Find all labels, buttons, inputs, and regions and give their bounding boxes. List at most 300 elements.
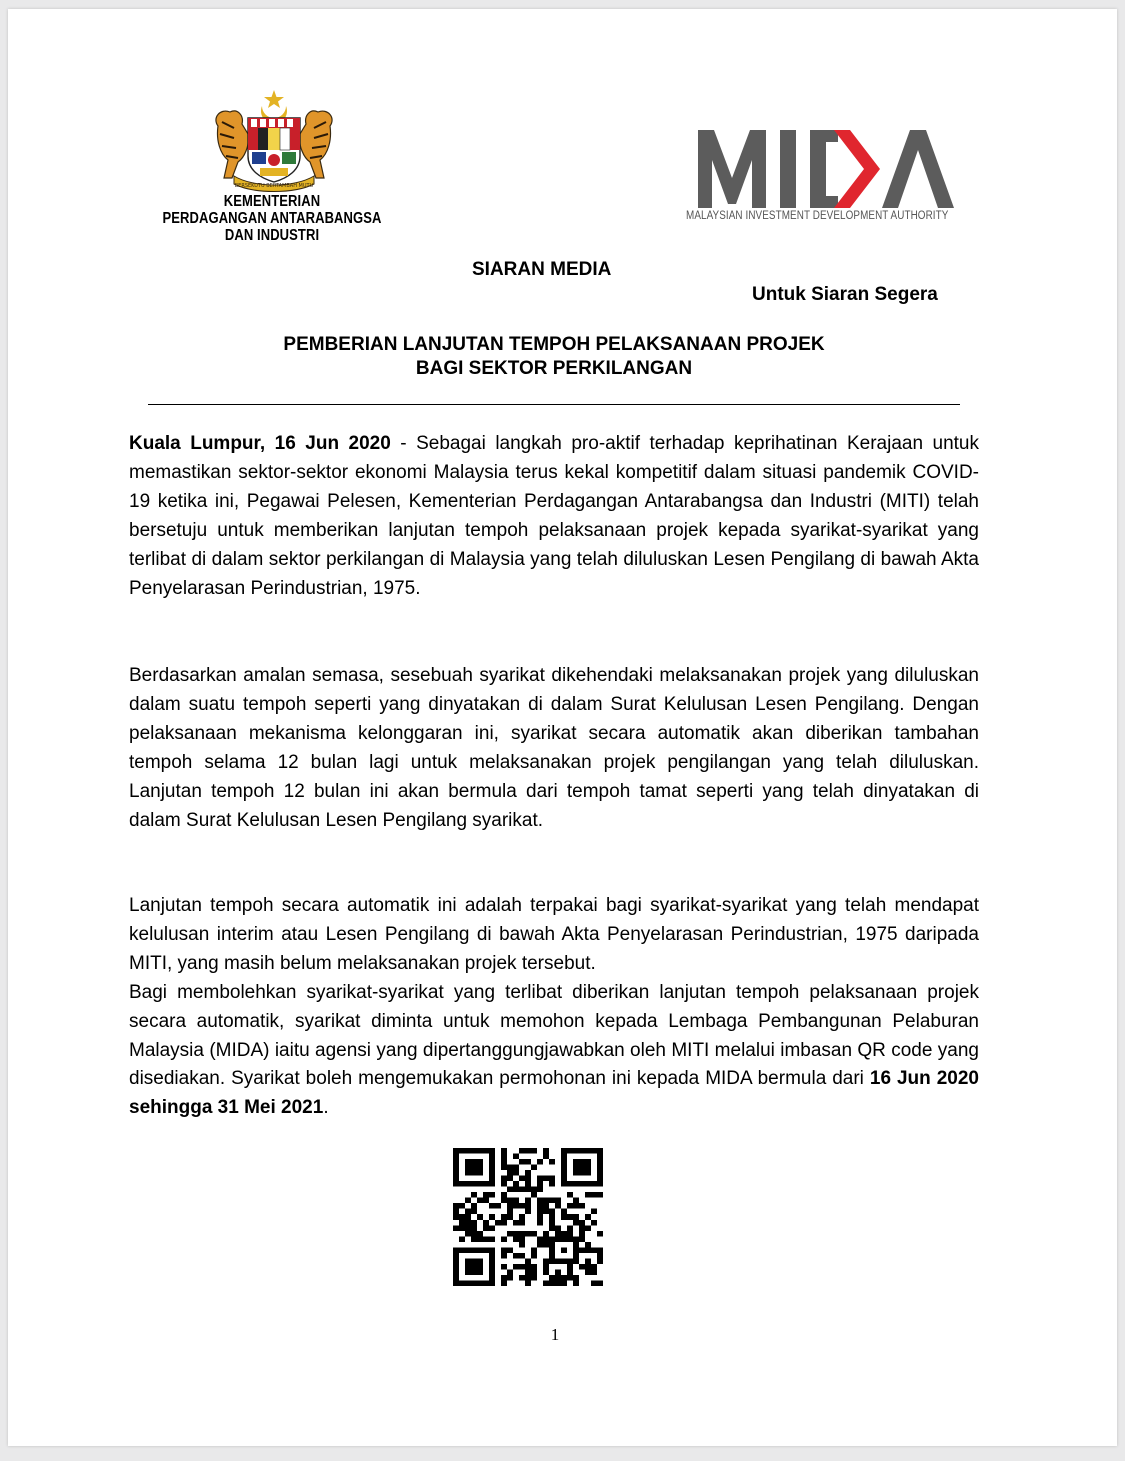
qr-module — [561, 1154, 567, 1160]
qr-module — [585, 1242, 591, 1248]
qr-module — [453, 1203, 459, 1209]
qr-module — [525, 1187, 531, 1193]
qr-module — [489, 1236, 495, 1242]
qr-module — [549, 1198, 555, 1204]
qr-module — [555, 1236, 561, 1242]
qr-module — [531, 1165, 537, 1171]
qr-module — [489, 1165, 495, 1171]
qr-module — [585, 1269, 591, 1275]
qr-module — [537, 1159, 543, 1165]
qr-module — [471, 1247, 477, 1253]
qr-module — [561, 1170, 567, 1176]
qr-module — [561, 1176, 567, 1182]
qr-module — [453, 1209, 459, 1215]
qr-module — [477, 1148, 483, 1154]
qr-module — [561, 1258, 567, 1264]
title-line-1: PEMBERIAN LANJUTAN TEMPOH PELAKSANAAN PROJEK — [283, 334, 825, 355]
qr-module — [471, 1225, 477, 1231]
qr-module — [465, 1220, 471, 1226]
qr-module — [525, 1203, 531, 1209]
qr-module — [471, 1203, 477, 1209]
qr-module — [537, 1198, 543, 1204]
qr-module — [489, 1154, 495, 1160]
qr-module — [477, 1236, 483, 1242]
qr-module — [531, 1275, 537, 1281]
qr-module — [525, 1275, 531, 1281]
qr-module — [453, 1148, 459, 1154]
qr-module — [585, 1225, 591, 1231]
qr-module — [597, 1170, 603, 1176]
qr-module — [501, 1154, 507, 1160]
qr-module — [555, 1269, 561, 1275]
paragraph-1-text: - Sebagai langkah pro-aktif terhadap keprihatinan Kerajaan untuk memastikan sektor-sektor ekonomi Malaysia terus kekal kompetitif dalam situasi pandemik COVID-19 ketika ini, Pegawai Pelesen, Kementerian Perdagangan Antarabangsa dan Industri (MITI) telah bersetuju untuk memberikan lanjutan tempoh pelaksanaan projek kepada syarikat-syarikat yang terlibat di dalam sektor perkilangan di Malaysia yang telah diluluskan Lesen Pengilang di bawah Akta Penyelarasan Perindustrian, 1975. — [129, 433, 979, 599]
qr-module — [549, 1253, 555, 1259]
qr-module — [531, 1187, 537, 1193]
qr-module — [549, 1275, 555, 1281]
qr-module — [549, 1220, 555, 1226]
qr-module — [549, 1159, 555, 1165]
qr-module — [465, 1181, 471, 1187]
qr-module — [579, 1170, 585, 1176]
qr-module — [459, 1236, 465, 1242]
qr-module — [543, 1231, 549, 1237]
qr-module — [543, 1236, 549, 1242]
coat-of-arms-logo — [204, 88, 344, 194]
qr-module — [489, 1181, 495, 1187]
page-number: 1 — [550, 1325, 560, 1344]
qr-module — [465, 1209, 471, 1215]
qr-module — [501, 1176, 507, 1182]
qr-module — [453, 1275, 459, 1281]
qr-module — [537, 1176, 543, 1182]
qr-module — [561, 1148, 567, 1154]
qr-module — [555, 1275, 561, 1281]
qr-module — [519, 1176, 525, 1182]
qr-module — [489, 1176, 495, 1182]
qr-module — [543, 1242, 549, 1248]
qr-module — [531, 1192, 537, 1198]
qr-module — [507, 1187, 513, 1193]
qr-module — [465, 1231, 471, 1237]
qr-module — [561, 1181, 567, 1187]
qr-module — [549, 1247, 555, 1253]
qr-module — [483, 1192, 489, 1198]
paragraph-2: Berdasarkan amalan semasa, sesebuah syarikat dikehendaki melaksanakan projek yang diluluskan dalam suatu tempoh seperti yang dinyatakan di dalam Surat Kelulusan Lesen Pengilang. Dengan pelaksanaan mekanisma kelonggaran ini, syarikat secara automatik akan diberikan tambahan tempoh selama 12 bulan lagi untuk melaksanakan projek pengilangan yang telah diluluskan. Lanjutan tempoh 12 bulan ini akan bermula dari tempoh tamat seperti yang telah dinyatakan di dalam Surat Kelulusan Lesen Pengilang syarikat. — [129, 665, 979, 831]
qr-module — [573, 1275, 579, 1281]
qr-module — [507, 1209, 513, 1215]
qr-module — [567, 1192, 573, 1198]
qr-module — [549, 1258, 555, 1264]
qr-module — [567, 1231, 573, 1237]
qr-module — [453, 1225, 459, 1231]
crest-motto: BERSEKUTU BERTAMBAH MUTU — [234, 183, 314, 189]
qr-module — [465, 1225, 471, 1231]
qr-module — [567, 1269, 573, 1275]
qr-module — [543, 1280, 549, 1286]
qr-module — [501, 1275, 507, 1281]
qr-code[interactable] — [453, 1148, 603, 1286]
qr-module — [579, 1231, 585, 1237]
qr-module — [489, 1275, 495, 1281]
qr-module — [561, 1214, 567, 1220]
qr-module — [597, 1253, 603, 1259]
qr-module — [489, 1214, 495, 1220]
qr-module — [459, 1148, 465, 1154]
qr-module — [549, 1242, 555, 1248]
qr-module — [561, 1209, 567, 1215]
qr-module — [573, 1220, 579, 1226]
ministry-line-1: KEMENTERIAN — [223, 193, 321, 210]
qr-module — [585, 1264, 591, 1270]
qr-module — [585, 1165, 591, 1171]
qr-module — [471, 1170, 477, 1176]
qr-module — [573, 1170, 579, 1176]
qr-module — [573, 1258, 579, 1264]
qr-module — [531, 1269, 537, 1275]
qr-module — [483, 1236, 489, 1242]
qr-module — [483, 1247, 489, 1253]
qr-module — [549, 1225, 555, 1231]
qr-module — [477, 1280, 483, 1286]
qr-module — [549, 1280, 555, 1286]
qr-module — [597, 1280, 603, 1286]
qr-module — [567, 1148, 573, 1154]
qr-module — [501, 1247, 507, 1253]
qr-module — [573, 1236, 579, 1242]
qr-module — [471, 1231, 477, 1237]
qr-module — [501, 1159, 507, 1165]
qr-module — [567, 1225, 573, 1231]
qr-module — [489, 1280, 495, 1286]
qr-module — [477, 1159, 483, 1165]
qr-module — [507, 1203, 513, 1209]
qr-module — [585, 1192, 591, 1198]
qr-module — [483, 1220, 489, 1226]
qr-module — [471, 1159, 477, 1165]
qr-module — [597, 1148, 603, 1154]
qr-module — [531, 1264, 537, 1270]
qr-module — [459, 1203, 465, 1209]
qr-module — [549, 1209, 555, 1215]
title-divider — [148, 404, 960, 405]
qr-module — [537, 1220, 543, 1226]
qr-module — [573, 1198, 579, 1204]
qr-module — [501, 1148, 507, 1154]
qr-module — [537, 1187, 543, 1193]
qr-module — [489, 1225, 495, 1231]
qr-module — [453, 1176, 459, 1182]
qr-module — [579, 1181, 585, 1187]
qr-module — [519, 1236, 525, 1242]
qr-module — [591, 1280, 597, 1286]
qr-module — [537, 1236, 543, 1242]
qr-module — [573, 1203, 579, 1209]
qr-module — [489, 1203, 495, 1209]
qr-module — [549, 1214, 555, 1220]
qr-module — [453, 1258, 459, 1264]
qr-module — [597, 1159, 603, 1165]
qr-module — [567, 1214, 573, 1220]
qr-module — [453, 1170, 459, 1176]
qr-module — [525, 1159, 531, 1165]
qr-module — [507, 1247, 513, 1253]
qr-module — [465, 1247, 471, 1253]
qr-module — [519, 1231, 525, 1237]
qr-module — [567, 1236, 573, 1242]
mida-logo — [684, 120, 954, 212]
qr-module — [501, 1253, 507, 1259]
qr-module — [477, 1170, 483, 1176]
qr-module — [453, 1214, 459, 1220]
qr-module — [525, 1198, 531, 1204]
qr-module — [543, 1258, 549, 1264]
qr-module — [519, 1203, 525, 1209]
qr-module — [513, 1236, 519, 1242]
qr-module — [567, 1264, 573, 1270]
qr-module — [519, 1220, 525, 1226]
qr-module — [489, 1253, 495, 1259]
qr-module — [483, 1148, 489, 1154]
qr-module — [489, 1159, 495, 1165]
qr-module — [585, 1148, 591, 1154]
dateline: Kuala Lumpur, 16 Jun 2020 — [129, 433, 391, 454]
qr-module — [513, 1220, 519, 1226]
qr-module — [453, 1154, 459, 1160]
qr-module — [543, 1269, 549, 1275]
qr-module — [477, 1258, 483, 1264]
qr-module — [567, 1258, 573, 1264]
qr-module — [597, 1231, 603, 1237]
qr-module — [579, 1264, 585, 1270]
qr-module — [525, 1231, 531, 1237]
qr-module — [459, 1225, 465, 1231]
qr-module — [597, 1258, 603, 1264]
qr-module — [513, 1264, 519, 1270]
qr-module — [591, 1269, 597, 1275]
qr-module — [489, 1148, 495, 1154]
qr-module — [561, 1236, 567, 1242]
qr-module — [477, 1181, 483, 1187]
qr-module — [513, 1253, 519, 1259]
qr-module — [453, 1181, 459, 1187]
qr-module — [591, 1247, 597, 1253]
qr-module — [501, 1220, 507, 1226]
qr-module — [471, 1209, 477, 1215]
qr-module — [579, 1159, 585, 1165]
qr-module — [543, 1148, 549, 1154]
qr-module — [489, 1264, 495, 1270]
qr-module — [465, 1214, 471, 1220]
qr-module — [477, 1231, 483, 1237]
qr-module — [459, 1280, 465, 1286]
qr-module — [597, 1247, 603, 1253]
qr-module — [465, 1280, 471, 1286]
qr-module — [501, 1165, 507, 1171]
qr-module — [531, 1231, 537, 1237]
qr-module — [597, 1165, 603, 1171]
qr-module — [453, 1165, 459, 1171]
qr-module — [471, 1165, 477, 1171]
qr-module — [489, 1170, 495, 1176]
qr-module — [555, 1258, 561, 1264]
paragraph-4-end: . — [323, 1097, 329, 1119]
qr-module — [465, 1170, 471, 1176]
qr-module — [597, 1181, 603, 1187]
qr-module — [477, 1165, 483, 1171]
qr-module — [585, 1258, 591, 1264]
qr-module — [573, 1148, 579, 1154]
qr-module — [477, 1198, 483, 1204]
qr-module — [453, 1247, 459, 1253]
qr-module — [561, 1275, 567, 1281]
qr-module — [519, 1264, 525, 1270]
qr-module — [513, 1165, 519, 1171]
qr-module — [507, 1170, 513, 1176]
qr-module — [489, 1269, 495, 1275]
qr-module — [507, 1165, 513, 1171]
qr-module — [483, 1280, 489, 1286]
paragraph-3 — [129, 892, 979, 1123]
qr-module — [459, 1247, 465, 1253]
qr-module — [561, 1231, 567, 1237]
qr-module — [573, 1253, 579, 1259]
qr-module — [501, 1280, 507, 1286]
qr-module — [579, 1220, 585, 1226]
qr-module — [519, 1253, 525, 1259]
qr-module — [555, 1225, 561, 1231]
qr-module — [591, 1181, 597, 1187]
qr-module — [579, 1247, 585, 1253]
qr-module — [489, 1192, 495, 1198]
qr-module — [459, 1181, 465, 1187]
qr-module — [537, 1209, 543, 1215]
qr-module — [513, 1181, 519, 1187]
qr-module — [483, 1198, 489, 1204]
qr-module — [561, 1159, 567, 1165]
application-period: 16 Jun 2020 sehingga 31 Mei 2021 — [129, 1068, 979, 1119]
paragraph-1 — [129, 430, 979, 603]
paragraph-4-text: Bagi membolehkan syarikat-syarikat yang terlibat diberikan lanjutan tempoh pelaksanaan projek secara automatik, syarikat diminta untuk memohon kepada Lembaga Pembangunan Pelaburan Malaysia (MIDA) iaitu agensi yang dipertanggungjawabkan oleh MITI melalui imbasan QR code yang disediakan. Syarikat boleh mengemukakan permohonan ini kepada MIDA bermula dari — [129, 981, 979, 1090]
qr-module — [513, 1154, 519, 1160]
qr-module — [525, 1280, 531, 1286]
qr-module — [531, 1253, 537, 1259]
qr-module — [507, 1176, 513, 1182]
qr-module — [459, 1214, 465, 1220]
qr-module — [561, 1280, 567, 1286]
qr-module — [555, 1280, 561, 1286]
qr-module — [525, 1258, 531, 1264]
qr-module — [519, 1159, 525, 1165]
qr-module — [513, 1170, 519, 1176]
qr-module — [597, 1192, 603, 1198]
qr-module — [591, 1220, 597, 1226]
qr-module — [465, 1165, 471, 1171]
qr-module — [525, 1181, 531, 1187]
qr-module — [465, 1258, 471, 1264]
qr-module — [567, 1203, 573, 1209]
qr-module — [537, 1214, 543, 1220]
qr-module — [513, 1203, 519, 1209]
qr-module — [459, 1220, 465, 1226]
qr-module — [471, 1181, 477, 1187]
qr-module — [471, 1236, 477, 1242]
qr-module — [549, 1176, 555, 1182]
qr-module — [525, 1176, 531, 1182]
qr-module — [489, 1247, 495, 1253]
qr-module — [573, 1247, 579, 1253]
qr-module — [465, 1264, 471, 1270]
qr-module — [579, 1165, 585, 1171]
qr-module — [519, 1242, 525, 1248]
qr-module — [483, 1181, 489, 1187]
qr-module — [507, 1231, 513, 1237]
qr-module — [543, 1209, 549, 1215]
qr-module — [537, 1242, 543, 1248]
qr-module — [495, 1203, 501, 1209]
qr-module — [597, 1154, 603, 1160]
qr-module — [573, 1280, 579, 1286]
qr-module — [525, 1269, 531, 1275]
qr-module — [471, 1269, 477, 1275]
qr-module — [507, 1269, 513, 1275]
qr-module — [525, 1209, 531, 1215]
qr-module — [585, 1181, 591, 1187]
qr-module — [555, 1198, 561, 1204]
qr-module — [525, 1170, 531, 1176]
qr-module — [573, 1242, 579, 1248]
qr-module — [549, 1181, 555, 1187]
qr-module — [543, 1198, 549, 1204]
qr-module — [483, 1225, 489, 1231]
release-label: SIARAN MEDIA — [472, 259, 612, 280]
qr-module — [531, 1148, 537, 1154]
qr-module — [453, 1253, 459, 1259]
qr-module — [579, 1225, 585, 1231]
qr-module — [525, 1148, 531, 1154]
qr-module — [531, 1247, 537, 1253]
qr-module — [573, 1214, 579, 1220]
qr-module — [471, 1192, 477, 1198]
qr-module — [513, 1187, 519, 1193]
qr-module — [519, 1275, 525, 1281]
qr-module — [477, 1264, 483, 1270]
qr-module — [579, 1203, 585, 1209]
qr-module — [597, 1176, 603, 1182]
qr-module — [549, 1236, 555, 1242]
qr-module — [561, 1247, 567, 1253]
qr-module — [579, 1148, 585, 1154]
qr-module — [501, 1181, 507, 1187]
qr-module — [567, 1275, 573, 1281]
qr-module — [453, 1269, 459, 1275]
qr-module — [477, 1214, 483, 1220]
qr-module — [519, 1214, 525, 1220]
paragraph-3-text: Lanjutan tempoh secara automatik ini adalah terpakai bagi syarikat-syarikat yang telah mendapat kelulusan interim atau Lesen Pengilang di bawah Akta Penyelarasan Perindustrian, 1975 daripada MITI, yang masih belum melaksanakan projek tersebut. — [129, 895, 979, 974]
qr-module — [507, 1198, 513, 1204]
qr-module — [591, 1209, 597, 1215]
release-title — [130, 333, 978, 381]
qr-module — [453, 1159, 459, 1165]
qr-module — [519, 1187, 525, 1193]
qr-module — [573, 1159, 579, 1165]
qr-module — [513, 1198, 519, 1204]
qr-module — [477, 1269, 483, 1275]
qr-module — [477, 1247, 483, 1253]
qr-module — [555, 1231, 561, 1237]
qr-module — [543, 1154, 549, 1160]
qr-module — [453, 1264, 459, 1270]
qr-module — [501, 1214, 507, 1220]
